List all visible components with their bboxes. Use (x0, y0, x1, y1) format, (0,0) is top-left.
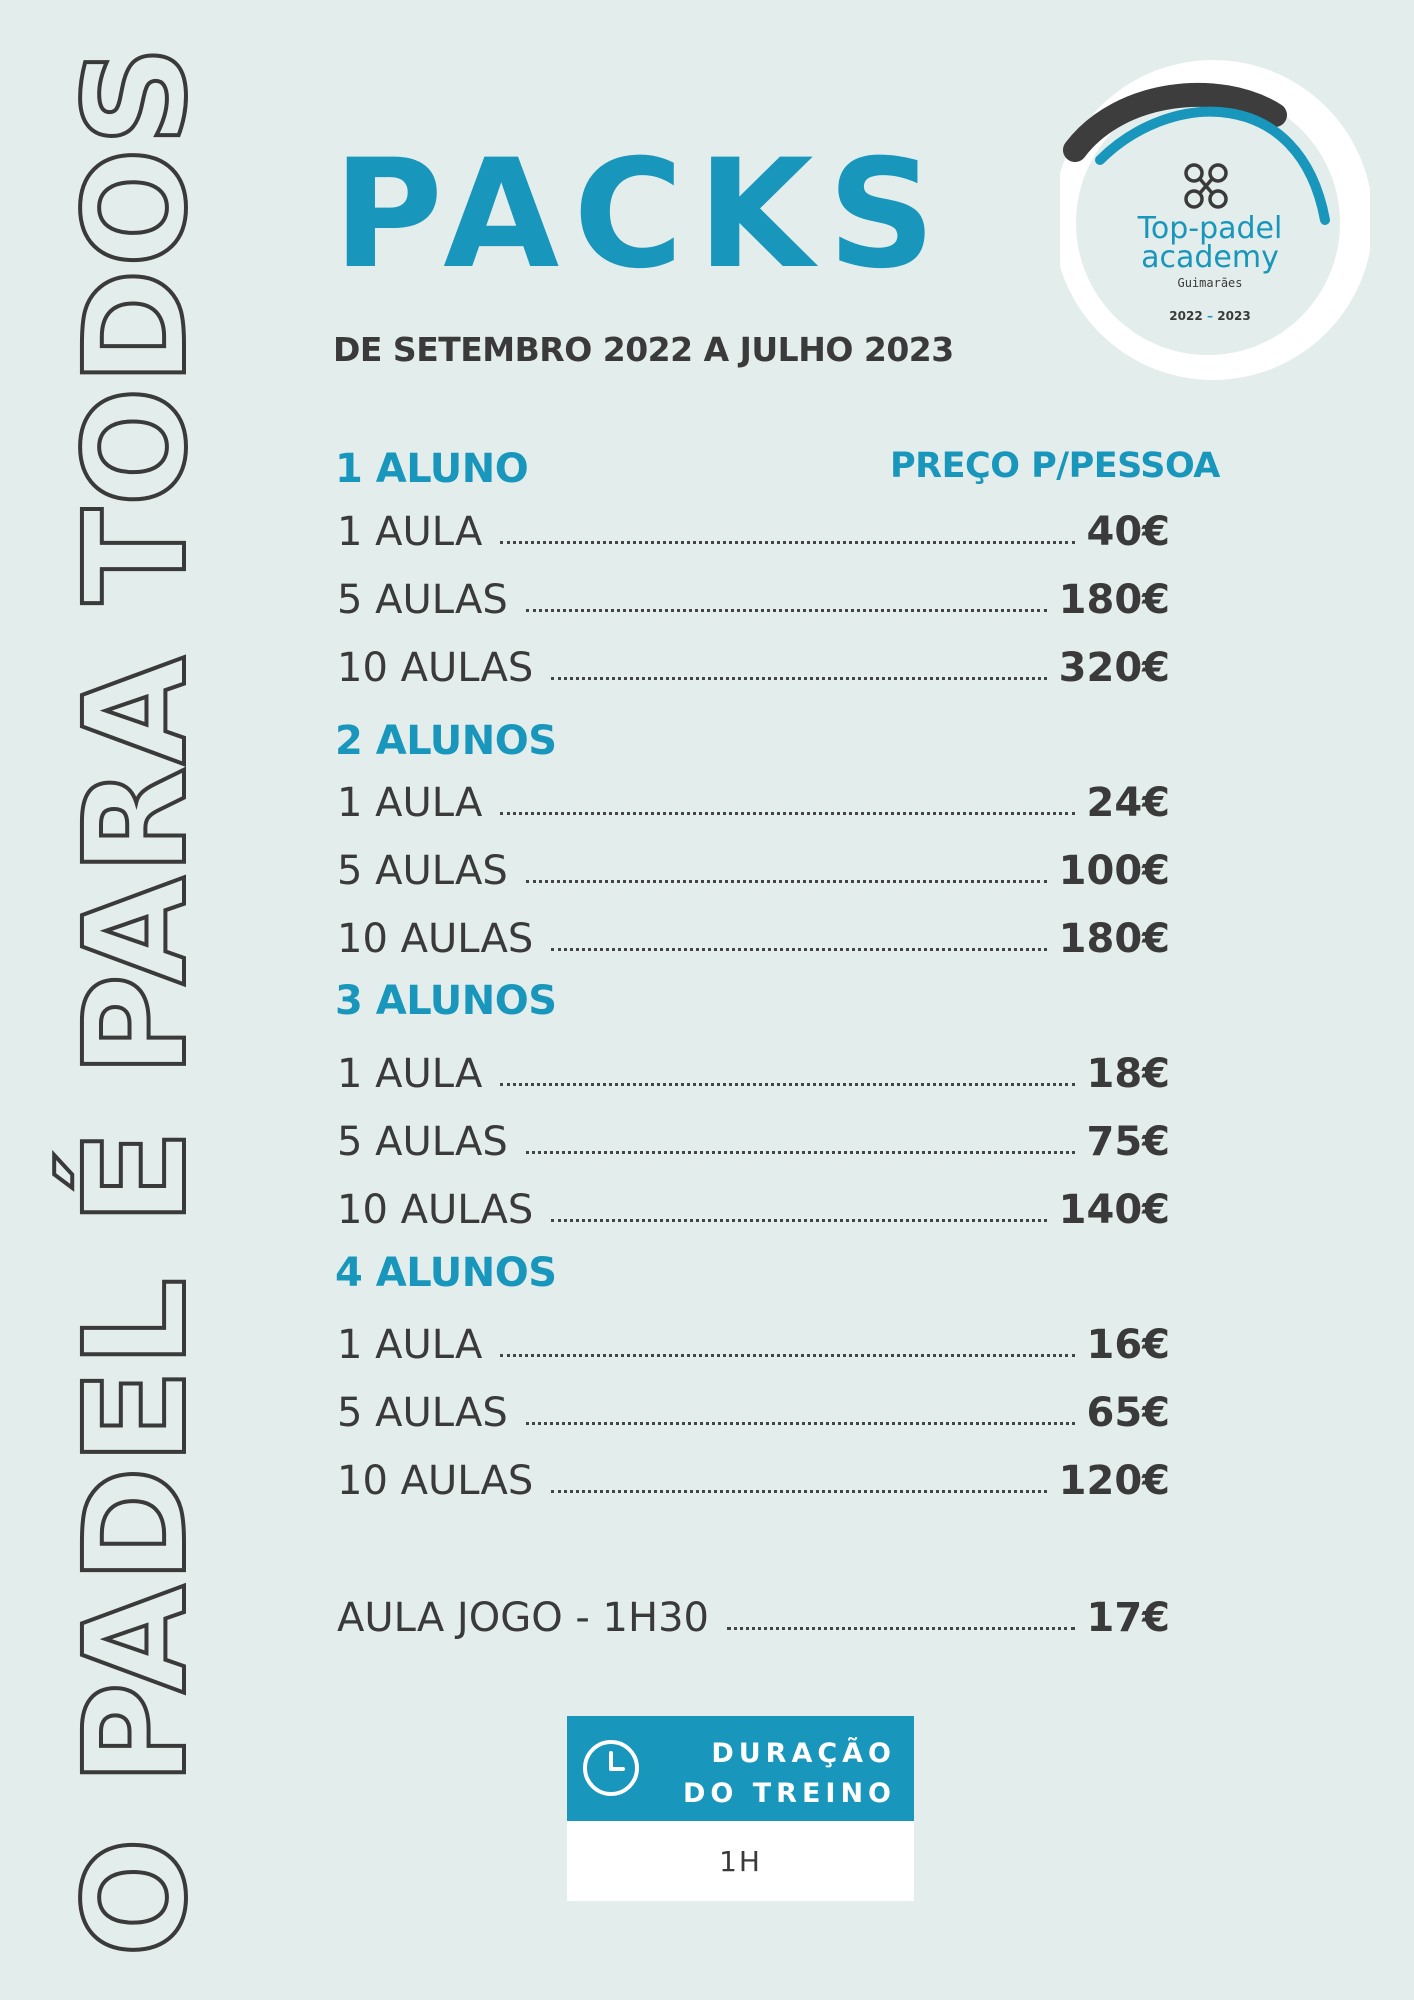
duration-value: 1H (567, 1821, 914, 1901)
price-row (337, 839, 1170, 894)
row-price: 100€ (1058, 848, 1170, 894)
duration-label-line1: DURAÇÃO (711, 1738, 896, 1769)
group-title-4-alunos: 4 ALUNOS (335, 1250, 557, 1296)
row-label: 10 AULAS (337, 1187, 534, 1233)
logo-year-end: 2023 (1217, 309, 1251, 323)
side-slogan-area (55, 43, 218, 1957)
price-row-aula-jogo (337, 1586, 1170, 1641)
training-duration-box (567, 1716, 914, 1901)
row-price: 320€ (1058, 645, 1170, 691)
dot-leader (500, 812, 1074, 815)
row-price: 120€ (1058, 1458, 1170, 1504)
row-label: 1 AULA (337, 1322, 483, 1368)
page-title: PACKS (333, 128, 950, 302)
price-row (337, 907, 1170, 962)
dot-leader (727, 1627, 1075, 1630)
duration-label-line2: DO TREINO (682, 1778, 896, 1809)
duration-label (683, 1734, 896, 1814)
price-row (337, 1449, 1170, 1504)
row-label: 1 AULA (337, 1051, 483, 1097)
row-price: 17€ (1086, 1595, 1170, 1641)
dot-leader (500, 1354, 1074, 1357)
dot-leader (551, 1490, 1046, 1493)
row-label: 1 AULA (337, 780, 483, 826)
row-label: 10 AULAS (337, 916, 534, 962)
dot-leader (551, 948, 1046, 951)
price-row (337, 1381, 1170, 1436)
logo-text-line1: Top-padel (1137, 211, 1283, 246)
row-label: 5 AULAS (337, 848, 508, 894)
price-row (337, 1313, 1170, 1368)
logo-year-start: 2022 (1169, 309, 1203, 323)
dot-leader (526, 609, 1047, 612)
row-price: 180€ (1058, 577, 1170, 623)
academy-logo (1060, 55, 1370, 385)
group-title-1-aluno: 1 ALUNO (335, 446, 529, 492)
side-slogan: O PADEL É PARA TODOS (55, 43, 218, 1957)
price-row (337, 771, 1170, 826)
duration-header (567, 1716, 914, 1821)
row-label: 10 AULAS (337, 645, 534, 691)
row-label: 5 AULAS (337, 577, 508, 623)
logo-graphic (1060, 55, 1370, 385)
dot-leader (500, 1083, 1074, 1086)
dot-leader (526, 1422, 1075, 1425)
price-row (337, 568, 1170, 623)
row-label: 1 AULA (337, 509, 483, 555)
logo-text-line3: Guimarães (1177, 276, 1243, 290)
page-subtitle: DE SETEMBRO 2022 A JULHO 2023 (333, 330, 954, 369)
dot-leader (500, 541, 1074, 544)
price-row (337, 636, 1170, 691)
row-label: 5 AULAS (337, 1390, 508, 1436)
row-label: AULA JOGO - 1H30 (337, 1595, 709, 1641)
row-price: 18€ (1086, 1051, 1170, 1097)
group-title-2-alunos: 2 ALUNOS (335, 718, 557, 764)
row-price: 65€ (1086, 1390, 1170, 1436)
clock-icon (581, 1738, 641, 1798)
logo-year-dash: – (1207, 309, 1213, 323)
row-price: 40€ (1086, 509, 1170, 555)
dot-leader (551, 1219, 1046, 1222)
row-price: 180€ (1058, 916, 1170, 962)
price-row (337, 1178, 1170, 1233)
dot-leader (526, 1151, 1075, 1154)
row-label: 5 AULAS (337, 1119, 508, 1165)
price-column-header: PREÇO P/PESSOA (890, 446, 1220, 486)
row-price: 24€ (1086, 780, 1170, 826)
price-row (337, 1042, 1170, 1097)
logo-text-line2: academy (1141, 240, 1279, 275)
row-price: 140€ (1058, 1187, 1170, 1233)
dot-leader (526, 880, 1047, 883)
row-price: 75€ (1086, 1119, 1170, 1165)
price-row (337, 500, 1170, 555)
row-label: 10 AULAS (337, 1458, 534, 1504)
price-row (337, 1110, 1170, 1165)
dot-leader (551, 677, 1046, 680)
group-title-3-alunos: 3 ALUNOS (335, 978, 557, 1024)
row-price: 16€ (1086, 1322, 1170, 1368)
